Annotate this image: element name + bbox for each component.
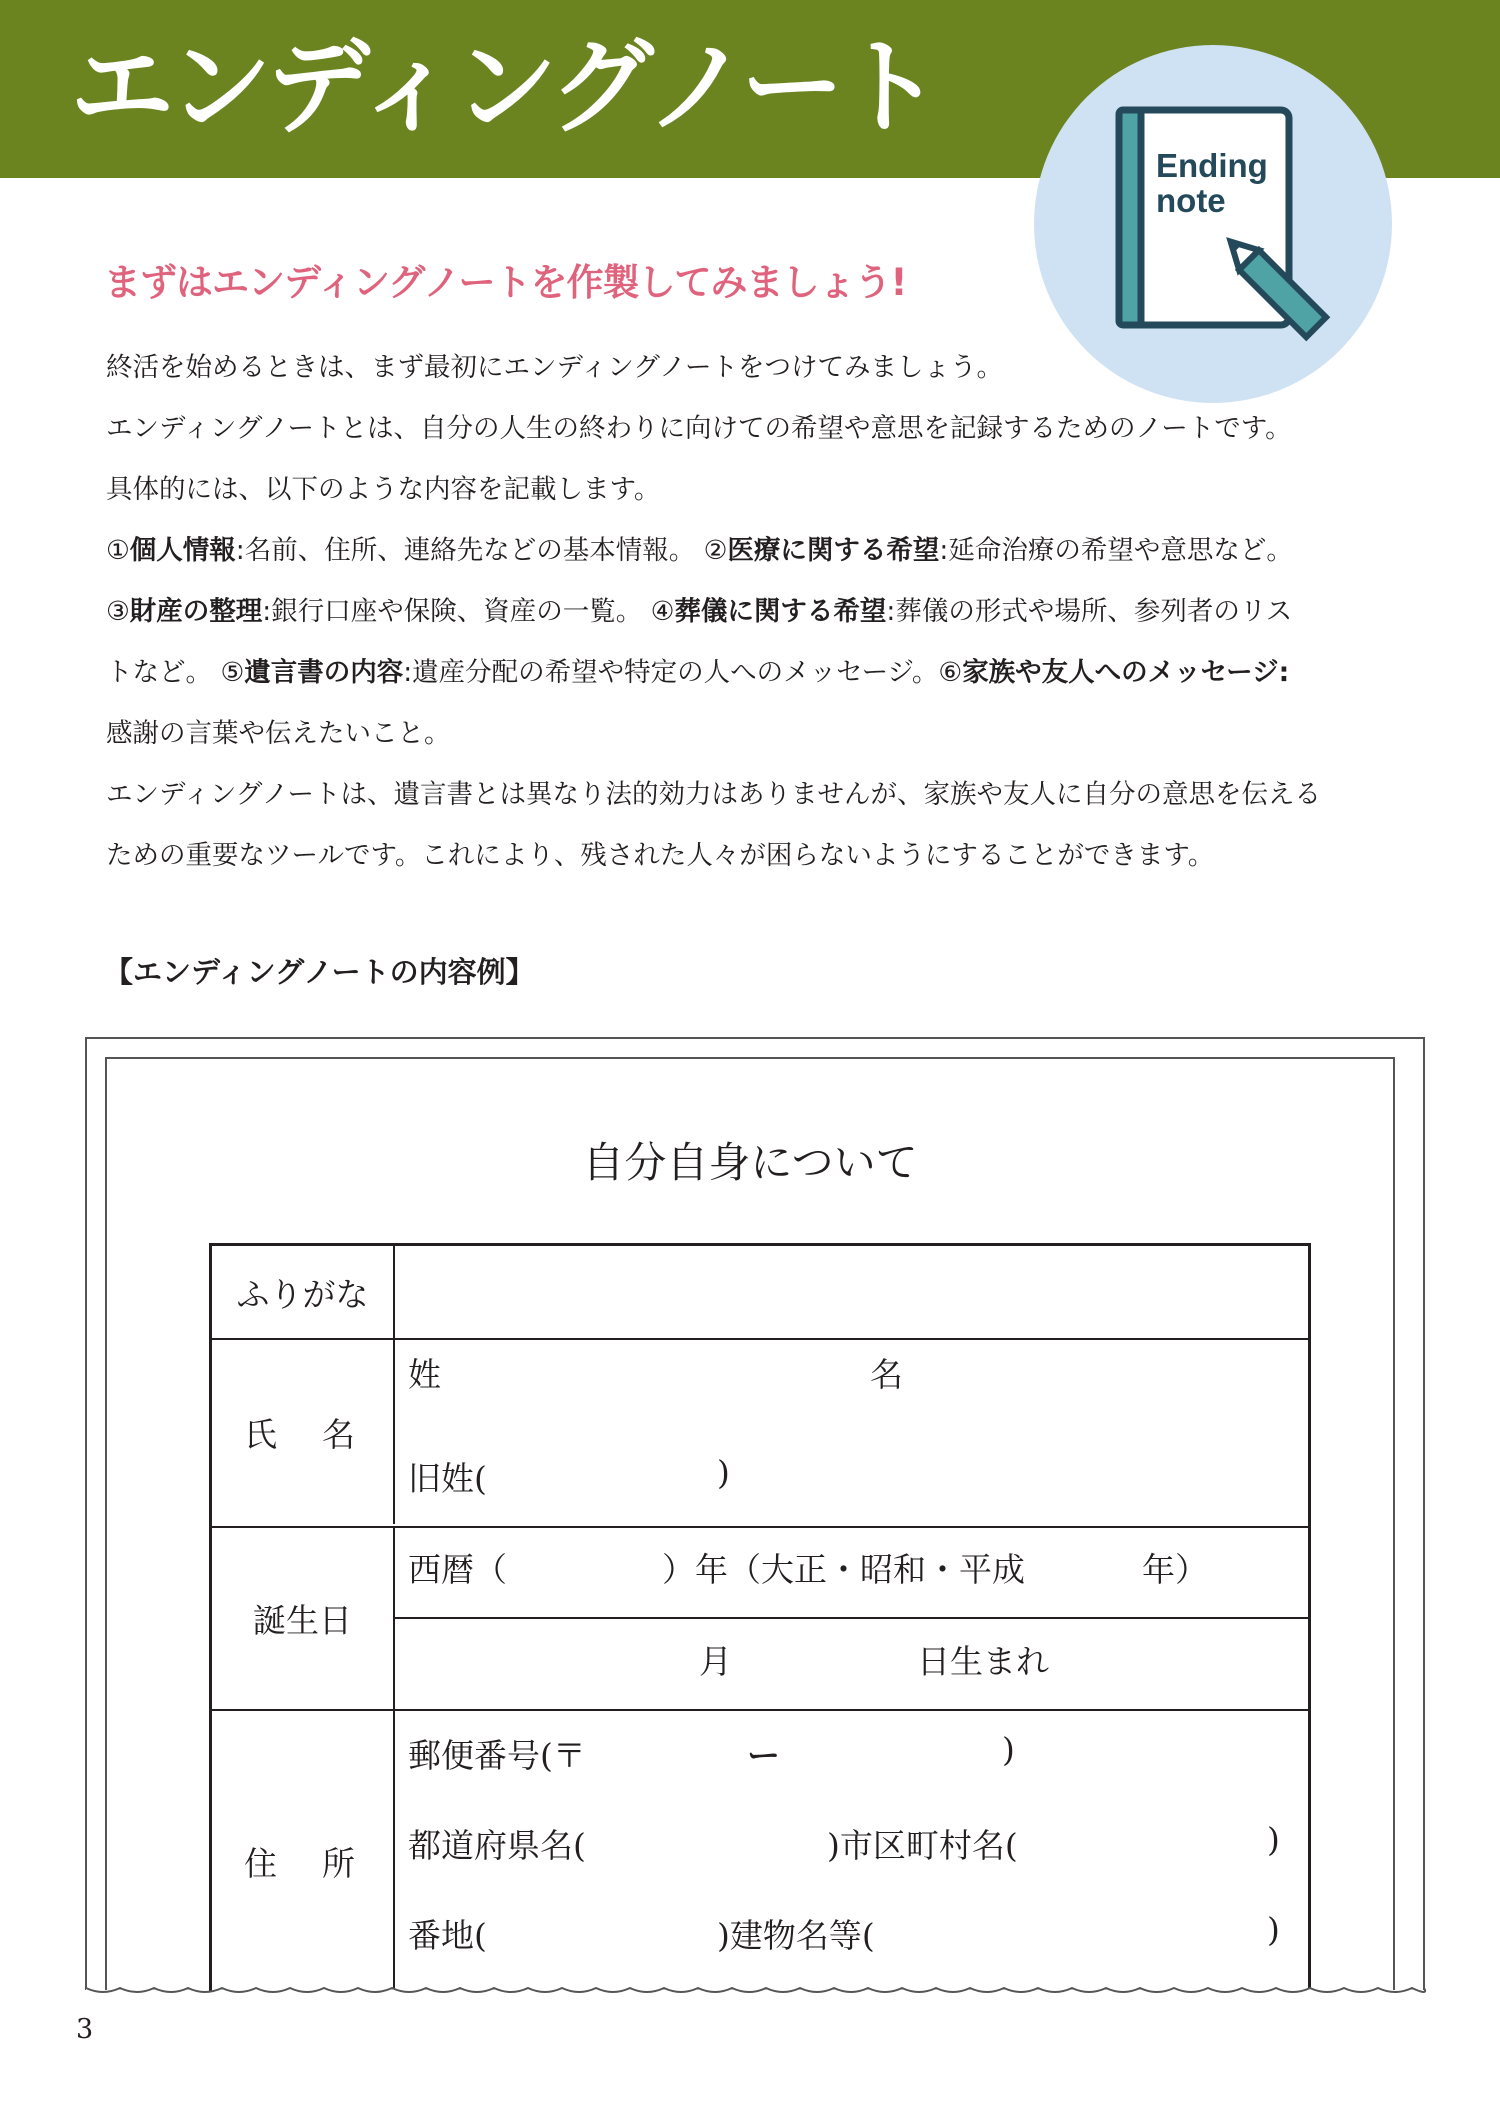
intro-line: ための重要なツールです。これにより、残された人々が困らないようにすることができます。 [106, 840, 1215, 871]
item-desc: :名前、住所、連絡先などの基本情報。 [235, 535, 696, 566]
item-title: 個人情報 [129, 535, 236, 566]
city-label: )市区町村名( [827, 1826, 1018, 1865]
city-close: ) [1267, 1820, 1280, 1859]
item-title: 財産の整理 [129, 596, 263, 627]
page-number: 3 [76, 2014, 94, 2045]
seireki-label: 西暦（ [408, 1550, 507, 1589]
sei-label: 姓 [408, 1355, 441, 1394]
item-title: 家族や友人へのメッセージ [962, 657, 1279, 688]
postal-dash: ー [747, 1736, 780, 1775]
form-title: 自分自身について [582, 1138, 918, 1187]
page-title: エンディングノート [70, 26, 937, 148]
name-label: 氏 名 [212, 1340, 395, 1524]
item-number: ⑥ [938, 657, 963, 688]
kyusei-close: ) [717, 1453, 730, 1492]
kyusei-label: 旧姓( [408, 1459, 487, 1498]
item-desc: : [1278, 657, 1290, 688]
intro-list-line [106, 581, 1406, 642]
row-divider [395, 1617, 1308, 1619]
item-number: ② [703, 535, 728, 566]
item-number: ④ [650, 596, 675, 627]
intro-line: エンディングノートとは、自分の人生の終わりに向けての希望や意思を記録するためのノートです。 [106, 413, 1292, 444]
intro-subtitle: まずはエンディングノートを作製してみましょう! [104, 261, 907, 304]
postal-close: ) [1002, 1730, 1015, 1769]
intro-list-line [106, 520, 1406, 581]
item-number: ③ [106, 596, 130, 627]
intro-line: 感謝の言葉や伝えたいこと。 [106, 718, 451, 749]
intro-line: エンディングノートは、遺言書とは異なり法的効力はありませんが、家族や友人に自分の意思を伝える [106, 779, 1322, 810]
item-desc: トなど。 [106, 657, 212, 688]
item-title: 葬儀に関する希望 [674, 596, 887, 627]
postal-label: 郵便番号(〒 [408, 1736, 586, 1775]
birthday-label: 誕生日 [212, 1528, 395, 1709]
birthdate-label: 日生まれ [917, 1642, 1049, 1681]
item-desc: :遺産分配の希望や特定の人へのメッセージ。 [403, 657, 939, 688]
intro-list-line [106, 642, 1406, 703]
item-title: 医療に関する希望 [727, 535, 940, 566]
nen-era-label: ）年（大正・昭和・平成 [662, 1550, 1025, 1589]
banchi-label: 番地( [408, 1916, 487, 1955]
item-number: ⑤ [220, 657, 245, 688]
item-number: ① [106, 535, 130, 566]
intro-line: 具体的には、以下のような内容を記載します。 [106, 474, 661, 505]
section-heading: 【エンディングノートの内容例】 [104, 955, 535, 989]
building-label: )建物名等( [717, 1916, 875, 1955]
logo-text-ending: Ending [1156, 147, 1268, 184]
torn-edge [0, 1960, 1500, 2030]
furigana-label: ふりがな [212, 1246, 395, 1338]
building-close: ) [1267, 1910, 1280, 1949]
profile-form-table [209, 1243, 1311, 2008]
prefecture-label: 都道府県名( [408, 1826, 586, 1865]
item-title: 遺言書の内容 [244, 657, 404, 688]
mei-label: 名 [870, 1355, 903, 1394]
month-label: 月 [699, 1642, 732, 1681]
intro-line: 終活を始めるときは、まず最初にエンディングノートをつけてみましょう。 [106, 352, 1004, 383]
logo-text-note: note [1156, 182, 1226, 219]
furigana-field[interactable] [397, 1246, 1312, 1338]
item-desc: :延命治療の希望や意思など。 [939, 535, 1293, 566]
address-label: 住 所 [212, 1711, 395, 2011]
item-desc: :銀行口座や保険、資産の一覧。 [262, 596, 643, 627]
item-desc: :葬儀の形式や場所、参列者のリス [886, 596, 1293, 627]
nen-close-label: 年） [1142, 1550, 1208, 1589]
